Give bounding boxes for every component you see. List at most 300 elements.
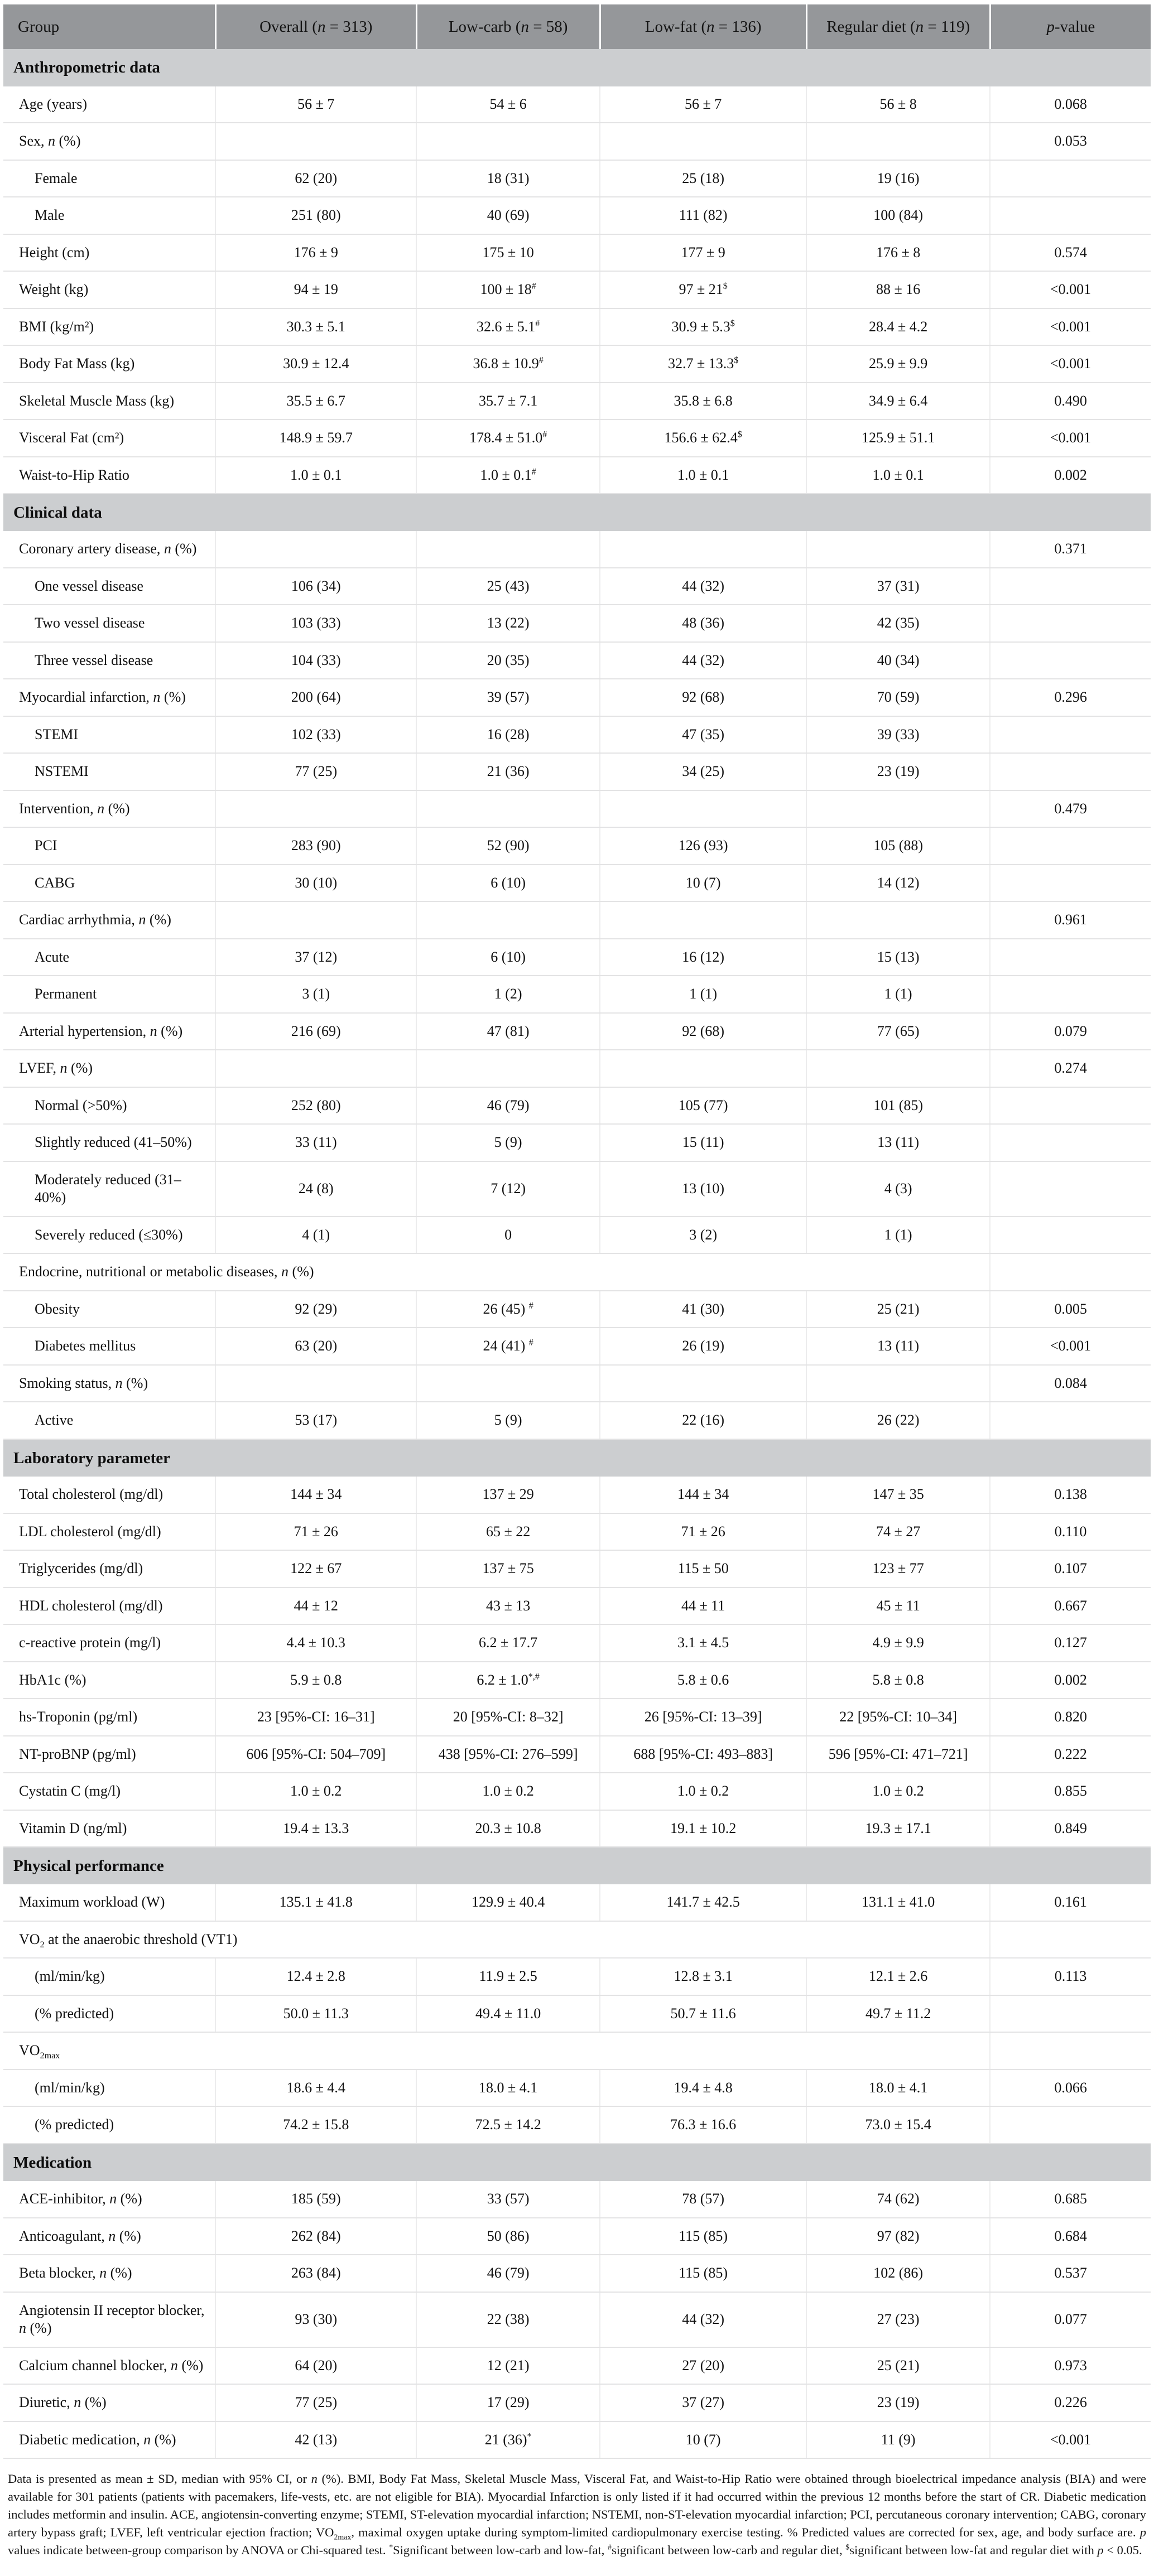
row-label: Age (years) <box>3 86 215 123</box>
cell-regular-diet <box>806 1050 990 1087</box>
cell-p-value: 0.684 <box>990 2218 1151 2255</box>
row-label: Myocardial infarction, n (%) <box>3 679 215 716</box>
cell-low-fat: 44 (32) <box>600 642 806 679</box>
cell-p-value: 0.053 <box>990 123 1151 160</box>
cell-p-value <box>990 1921 1151 1958</box>
row-label: (ml/min/kg) <box>3 1958 215 1995</box>
cell-overall: 30 (10) <box>215 865 416 902</box>
cell-low-carb <box>416 790 600 828</box>
cell-regular-diet: 1.0 ± 0.1 <box>806 457 990 494</box>
cell-low-carb: 5 (9) <box>416 1124 600 1161</box>
row-label: Triglycerides (mg/dl) <box>3 1550 215 1588</box>
col-regular-diet: Regular diet (n = 119) <box>806 4 990 49</box>
cell-regular-diet: 23 (19) <box>806 2384 990 2421</box>
table-row <box>3 605 1151 642</box>
row-label: NSTEMI <box>3 753 215 790</box>
cell-regular-diet: 4.9 ± 9.9 <box>806 1624 990 1662</box>
cell-low-fat: 19.4 ± 4.8 <box>600 2070 806 2107</box>
cell-low-fat: 76.3 ± 16.6 <box>600 2106 806 2144</box>
row-label: hs-Troponin (pg/ml) <box>3 1699 215 1736</box>
cell-low-carb: 20 (35) <box>416 642 600 679</box>
cell-overall: 263 (84) <box>215 2255 416 2292</box>
cell-low-fat: 41 (30) <box>600 1291 806 1328</box>
cell-regular-diet: 1 (1) <box>806 976 990 1013</box>
cell-low-fat <box>600 790 806 828</box>
cell-low-fat: 15 (11) <box>600 1124 806 1161</box>
row-label: Diuretic, n (%) <box>3 2384 215 2421</box>
cell-overall: 63 (20) <box>215 1328 416 1365</box>
cell-p-value <box>990 1161 1151 1217</box>
cell-p-value <box>990 642 1151 679</box>
cell-overall: 19.4 ± 13.3 <box>215 1810 416 1847</box>
header-row <box>3 4 1151 49</box>
cell-low-fat <box>600 531 806 568</box>
cell-low-carb: 43 ± 13 <box>416 1588 600 1625</box>
cell-overall: 77 (25) <box>215 2384 416 2421</box>
row-label: Intervention, n (%) <box>3 790 215 828</box>
cell-overall: 251 (80) <box>215 197 416 234</box>
cell-p-value: 0.005 <box>990 1291 1151 1328</box>
cell-low-fat: 92 (68) <box>600 679 806 716</box>
row-label: Moderately reduced (31–40%) <box>3 1161 215 1217</box>
cell-low-fat: 141.7 ± 42.5 <box>600 1884 806 1921</box>
cell-low-carb <box>416 1050 600 1087</box>
cell-low-fat <box>600 1365 806 1402</box>
cell-p-value <box>990 1402 1151 1439</box>
table-row <box>3 1217 1151 1254</box>
cell-low-carb: 1.0 ± 0.1# <box>416 457 600 494</box>
cell-overall: 102 (33) <box>215 716 416 754</box>
cell-overall: 1.0 ± 0.1 <box>215 457 416 494</box>
cell-regular-diet: 105 (88) <box>806 827 990 865</box>
cell-low-fat: 3 (2) <box>600 1217 806 1254</box>
cell-low-fat: 35.8 ± 6.8 <box>600 383 806 420</box>
cell-low-fat: 48 (36) <box>600 605 806 642</box>
section-title: Clinical data <box>3 494 1151 531</box>
row-label: Obesity <box>3 1291 215 1328</box>
section-row <box>3 494 1151 531</box>
row-label: Smoking status, n (%) <box>3 1365 215 1402</box>
row-label: Maximum workload (W) <box>3 1884 215 1921</box>
cell-regular-diet: 37 (31) <box>806 568 990 605</box>
table-row <box>3 1365 1151 1402</box>
row-label: Slightly reduced (41–50%) <box>3 1124 215 1161</box>
table-row <box>3 86 1151 123</box>
cell-regular-diet: 19 (16) <box>806 160 990 197</box>
cell-regular-diet: 42 (35) <box>806 605 990 642</box>
cell-low-fat: 12.8 ± 3.1 <box>600 1958 806 1995</box>
table-row <box>3 345 1151 383</box>
row-label: NT-proBNP (pg/ml) <box>3 1736 215 1773</box>
cell-overall: 1.0 ± 0.2 <box>215 1773 416 1810</box>
cell-overall: 216 (69) <box>215 1013 416 1050</box>
cell-low-carb: 36.8 ± 10.9# <box>416 345 600 383</box>
cell-low-fat <box>600 123 806 160</box>
cell-low-fat: 111 (82) <box>600 197 806 234</box>
cell-low-fat: 71 ± 26 <box>600 1513 806 1551</box>
cell-p-value <box>990 568 1151 605</box>
cell-regular-diet <box>806 790 990 828</box>
cell-overall: 50.0 ± 11.3 <box>215 1995 416 2033</box>
cell-low-fat: 115 (85) <box>600 2255 806 2292</box>
table-row <box>3 1699 1151 1736</box>
cell-low-carb: 18.0 ± 4.1 <box>416 2070 600 2107</box>
row-label: (ml/min/kg) <box>3 2070 215 2107</box>
cell-p-value: 0.113 <box>990 1958 1151 1995</box>
row-label: Diabetes mellitus <box>3 1328 215 1365</box>
table-row <box>3 2181 1151 2218</box>
cell-low-carb: 6 (10) <box>416 865 600 902</box>
cell-overall: 30.9 ± 12.4 <box>215 345 416 383</box>
row-label: Coronary artery disease, n (%) <box>3 531 215 568</box>
cell-p-value <box>990 1995 1151 2033</box>
cell-regular-diet: 13 (11) <box>806 1124 990 1161</box>
cell-overall: 3 (1) <box>215 976 416 1013</box>
table-row <box>3 531 1151 568</box>
cell-low-carb: 20 [95%-CI: 8–32] <box>416 1699 600 1736</box>
table-row <box>3 457 1151 494</box>
cell-p-value: 0.371 <box>990 531 1151 568</box>
cell-regular-diet: 40 (34) <box>806 642 990 679</box>
cell-low-carb: 137 ± 75 <box>416 1550 600 1588</box>
cell-low-carb <box>416 901 600 939</box>
cell-overall: 283 (90) <box>215 827 416 865</box>
cell-regular-diet: 14 (12) <box>806 865 990 902</box>
row-label: Male <box>3 197 215 234</box>
cell-overall: 42 (13) <box>215 2421 416 2459</box>
table-row <box>3 1513 1151 1551</box>
cell-low-carb: 50 (86) <box>416 2218 600 2255</box>
cell-low-fat: 34 (25) <box>600 753 806 790</box>
cell-low-carb: 39 (57) <box>416 679 600 716</box>
row-label: Arterial hypertension, n (%) <box>3 1013 215 1050</box>
table-row <box>3 2218 1151 2255</box>
cell-overall <box>215 1365 416 1402</box>
table-row <box>3 1810 1151 1847</box>
cell-overall: 77 (25) <box>215 753 416 790</box>
row-label: Angiotensin II receptor blocker, n (%) <box>3 2292 215 2347</box>
cell-overall: 35.5 ± 6.7 <box>215 383 416 420</box>
cell-overall: 74.2 ± 15.8 <box>215 2106 416 2144</box>
cell-overall: 62 (20) <box>215 160 416 197</box>
group-label-row <box>3 1253 1151 1291</box>
cell-p-value: 0.537 <box>990 2255 1151 2292</box>
row-label: HbA1c (%) <box>3 1662 215 1699</box>
table-row <box>3 308 1151 346</box>
table-row <box>3 1588 1151 1625</box>
cell-low-carb: 7 (12) <box>416 1161 600 1217</box>
cell-regular-diet: 22 [95%-CI: 10–34] <box>806 1699 990 1736</box>
cell-overall: 18.6 ± 4.4 <box>215 2070 416 2107</box>
cell-regular-diet: 4 (3) <box>806 1161 990 1217</box>
cell-overall: 44 ± 12 <box>215 1588 416 1625</box>
cell-low-carb: 175 ± 10 <box>416 234 600 272</box>
cell-regular-diet: 70 (59) <box>806 679 990 716</box>
cell-overall: 53 (17) <box>215 1402 416 1439</box>
cell-regular-diet: 1.0 ± 0.2 <box>806 1773 990 1810</box>
col-low-carb: Low-carb (n = 58) <box>416 4 600 49</box>
cell-regular-diet: 18.0 ± 4.1 <box>806 2070 990 2107</box>
cell-low-carb: 21 (36)* <box>416 2421 600 2459</box>
cell-overall: 5.9 ± 0.8 <box>215 1662 416 1699</box>
cell-low-fat: 105 (77) <box>600 1087 806 1125</box>
cell-p-value <box>990 716 1151 754</box>
cell-regular-diet: 100 (84) <box>806 197 990 234</box>
cell-low-fat: 22 (16) <box>600 1402 806 1439</box>
table-row <box>3 2347 1151 2385</box>
cell-low-carb: 47 (81) <box>416 1013 600 1050</box>
cell-low-fat: 56 ± 7 <box>600 86 806 123</box>
cell-overall: 37 (12) <box>215 939 416 976</box>
table-row <box>3 1124 1151 1161</box>
cell-regular-diet <box>806 1365 990 1402</box>
row-label: Three vessel disease <box>3 642 215 679</box>
section-title: Anthropometric data <box>3 49 1151 86</box>
cell-overall: 94 ± 19 <box>215 271 416 308</box>
cell-regular-diet: 147 ± 35 <box>806 1477 990 1513</box>
cell-low-carb: 65 ± 22 <box>416 1513 600 1551</box>
cell-overall <box>215 901 416 939</box>
cell-p-value: 0.068 <box>990 86 1151 123</box>
cell-p-value <box>990 939 1151 976</box>
cell-p-value: <0.001 <box>990 1328 1151 1365</box>
row-label: Acute <box>3 939 215 976</box>
cell-low-fat: 44 ± 11 <box>600 1588 806 1625</box>
cell-low-fat <box>600 1050 806 1087</box>
row-label: Female <box>3 160 215 197</box>
row-label: (% predicted) <box>3 1995 215 2033</box>
cell-overall: 106 (34) <box>215 568 416 605</box>
table-row <box>3 976 1151 1013</box>
table-row <box>3 1291 1151 1328</box>
cell-overall: 64 (20) <box>215 2347 416 2385</box>
row-label: Vitamin D (ng/ml) <box>3 1810 215 1847</box>
cell-overall: 33 (11) <box>215 1124 416 1161</box>
cell-low-carb: 0 <box>416 1217 600 1254</box>
group-label-row <box>3 2032 1151 2070</box>
cell-overall: 200 (64) <box>215 679 416 716</box>
row-label: Cystatin C (mg/l) <box>3 1773 215 1810</box>
cell-low-fat <box>600 901 806 939</box>
table-head <box>3 4 1151 49</box>
cell-p-value: 0.855 <box>990 1773 1151 1810</box>
cell-p-value: 0.222 <box>990 1736 1151 1773</box>
table-row <box>3 1087 1151 1125</box>
cell-p-value <box>990 1087 1151 1125</box>
cell-regular-diet: 28.4 ± 4.2 <box>806 308 990 346</box>
cell-low-fat: 13 (10) <box>600 1161 806 1217</box>
cell-p-value <box>990 976 1151 1013</box>
cell-p-value <box>990 2032 1151 2070</box>
cell-regular-diet: 1 (1) <box>806 1217 990 1254</box>
table-row <box>3 753 1151 790</box>
col-overall: Overall (n = 313) <box>215 4 416 49</box>
cell-regular-diet: 102 (86) <box>806 2255 990 2292</box>
cell-p-value <box>990 753 1151 790</box>
table-row <box>3 1328 1151 1365</box>
cell-p-value <box>990 865 1151 902</box>
cell-overall: 148.9 ± 59.7 <box>215 419 416 457</box>
cell-low-fat: 44 (32) <box>600 568 806 605</box>
row-label: $VO_2$ at the anaerobic threshold (VT1) <box>3 1921 990 1958</box>
cell-low-carb: 13 (22) <box>416 605 600 642</box>
cell-p-value: 0.973 <box>990 2347 1151 2385</box>
row-label: ACE-inhibitor, n (%) <box>3 2181 215 2218</box>
cell-p-value: 0.685 <box>990 2181 1151 2218</box>
cell-p-value <box>990 2106 1151 2144</box>
table-row <box>3 160 1151 197</box>
table-row <box>3 1624 1151 1662</box>
cell-low-carb: 49.4 ± 11.0 <box>416 1995 600 2033</box>
cell-low-fat: 50.7 ± 11.6 <box>600 1995 806 2033</box>
cell-p-value: 0.138 <box>990 1477 1151 1513</box>
cell-low-carb: 11.9 ± 2.5 <box>416 1958 600 1995</box>
row-label: Anticoagulant, n (%) <box>3 2218 215 2255</box>
cell-overall: 24 (8) <box>215 1161 416 1217</box>
cell-overall: 185 (59) <box>215 2181 416 2218</box>
cell-low-carb: 17 (29) <box>416 2384 600 2421</box>
cell-regular-diet: 19.3 ± 17.1 <box>806 1810 990 1847</box>
cell-regular-diet: 101 (85) <box>806 1087 990 1125</box>
table-row <box>3 1958 1151 1995</box>
cell-p-value: 0.077 <box>990 2292 1151 2347</box>
row-label: Total cholesterol (mg/dl) <box>3 1477 215 1513</box>
table-row <box>3 234 1151 272</box>
table-row <box>3 642 1151 679</box>
cell-low-carb: 137 ± 29 <box>416 1477 600 1513</box>
cell-p-value: 0.110 <box>990 1513 1151 1551</box>
cell-overall: 262 (84) <box>215 2218 416 2255</box>
table-row <box>3 1050 1151 1087</box>
cell-overall <box>215 531 416 568</box>
cell-low-carb: 35.7 ± 7.1 <box>416 383 600 420</box>
cell-low-fat: 156.6 ± 62.4$ <box>600 419 806 457</box>
section-row <box>3 2144 1151 2181</box>
cell-low-carb: 6.2 ± 1.0*,# <box>416 1662 600 1699</box>
table-row <box>3 1013 1151 1050</box>
cell-low-carb: 1.0 ± 0.2 <box>416 1773 600 1810</box>
cell-regular-diet: 131.1 ± 41.0 <box>806 1884 990 1921</box>
cell-regular-diet <box>806 123 990 160</box>
cell-overall: 122 ± 67 <box>215 1550 416 1588</box>
cell-p-value: 0.002 <box>990 1662 1151 1699</box>
cell-low-carb: 54 ± 6 <box>416 86 600 123</box>
section-row <box>3 1439 1151 1477</box>
cell-overall <box>215 123 416 160</box>
cell-regular-diet: 74 (62) <box>806 2181 990 2218</box>
row-label: Height (cm) <box>3 234 215 272</box>
cell-overall: 12.4 ± 2.8 <box>215 1958 416 1995</box>
cell-low-fat: 26 [95%-CI: 13–39] <box>600 1699 806 1736</box>
cell-low-fat: 19.1 ± 10.2 <box>600 1810 806 1847</box>
cell-p-value: 0.002 <box>990 457 1151 494</box>
cell-overall: 23 [95%-CI: 16–31] <box>215 1699 416 1736</box>
row-label: Body Fat Mass (kg) <box>3 345 215 383</box>
cell-low-carb: 6 (10) <box>416 939 600 976</box>
cell-low-carb: 438 [95%-CI: 276–599] <box>416 1736 600 1773</box>
cell-low-fat: 10 (7) <box>600 865 806 902</box>
cell-regular-diet: 13 (11) <box>806 1328 990 1365</box>
table-row <box>3 865 1151 902</box>
cell-overall: 56 ± 7 <box>215 86 416 123</box>
table-row <box>3 790 1151 828</box>
row-label: HDL cholesterol (mg/dl) <box>3 1588 215 1625</box>
row-label: CABG <box>3 865 215 902</box>
col-p-value: p-value <box>990 4 1151 49</box>
cell-regular-diet: 11 (9) <box>806 2421 990 2459</box>
table-row <box>3 2292 1151 2347</box>
cell-overall: 135.1 ± 41.8 <box>215 1884 416 1921</box>
cell-low-carb <box>416 123 600 160</box>
cell-low-carb <box>416 531 600 568</box>
cell-p-value <box>990 160 1151 197</box>
cell-overall: 4.4 ± 10.3 <box>215 1624 416 1662</box>
table-row <box>3 2070 1151 2107</box>
cell-overall: 71 ± 26 <box>215 1513 416 1551</box>
cell-low-carb: 25 (43) <box>416 568 600 605</box>
cell-regular-diet: 74 ± 27 <box>806 1513 990 1551</box>
section-title: Laboratory parameter <box>3 1439 1151 1477</box>
cell-overall: 92 (29) <box>215 1291 416 1328</box>
cell-overall: 4 (1) <box>215 1217 416 1254</box>
table-row <box>3 1773 1151 1810</box>
row-label: Endocrine, nutritional or metabolic diseases, n (%) <box>3 1253 990 1291</box>
cell-low-carb: 16 (28) <box>416 716 600 754</box>
table-row <box>3 1884 1151 1921</box>
cell-regular-diet: 45 ± 11 <box>806 1588 990 1625</box>
row-label: BMI (kg/m²) <box>3 308 215 346</box>
cell-regular-diet: 77 (65) <box>806 1013 990 1050</box>
cell-low-carb: 18 (31) <box>416 160 600 197</box>
row-label: c-reactive protein (mg/l) <box>3 1624 215 1662</box>
cell-low-fat: 10 (7) <box>600 2421 806 2459</box>
row-label: Waist-to-Hip Ratio <box>3 457 215 494</box>
cell-p-value: 0.084 <box>990 1365 1151 1402</box>
cell-low-fat: 30.9 ± 5.3$ <box>600 308 806 346</box>
cell-p-value: 0.667 <box>990 1588 1151 1625</box>
table-row <box>3 939 1151 976</box>
cell-low-carb: 26 (45) # <box>416 1291 600 1328</box>
cell-p-value: 0.849 <box>990 1810 1151 1847</box>
cell-low-fat: 44 (32) <box>600 2292 806 2347</box>
table-row <box>3 901 1151 939</box>
cell-overall: 252 (80) <box>215 1087 416 1125</box>
cell-low-carb: 40 (69) <box>416 197 600 234</box>
cell-low-fat: 177 ± 9 <box>600 234 806 272</box>
cell-regular-diet: 25.9 ± 9.9 <box>806 345 990 383</box>
cell-low-fat: 25 (18) <box>600 160 806 197</box>
row-label: Skeletal Muscle Mass (kg) <box>3 383 215 420</box>
table-row <box>3 2421 1151 2459</box>
table-row <box>3 1161 1151 1217</box>
table-row <box>3 568 1151 605</box>
cell-low-carb: 12 (21) <box>416 2347 600 2385</box>
cell-low-fat: 144 ± 34 <box>600 1477 806 1513</box>
cell-overall <box>215 1050 416 1087</box>
row-label: Two vessel disease <box>3 605 215 642</box>
cell-p-value: 0.479 <box>990 790 1151 828</box>
characteristics-table <box>3 4 1151 2459</box>
cell-low-carb: 22 (38) <box>416 2292 600 2347</box>
cell-p-value <box>990 1124 1151 1161</box>
cell-p-value: 0.127 <box>990 1624 1151 1662</box>
table-row <box>3 197 1151 234</box>
table-row <box>3 383 1151 420</box>
cell-p-value: 0.296 <box>990 679 1151 716</box>
cell-low-carb: 5 (9) <box>416 1402 600 1439</box>
cell-p-value: 0.079 <box>990 1013 1151 1050</box>
cell-regular-diet <box>806 901 990 939</box>
